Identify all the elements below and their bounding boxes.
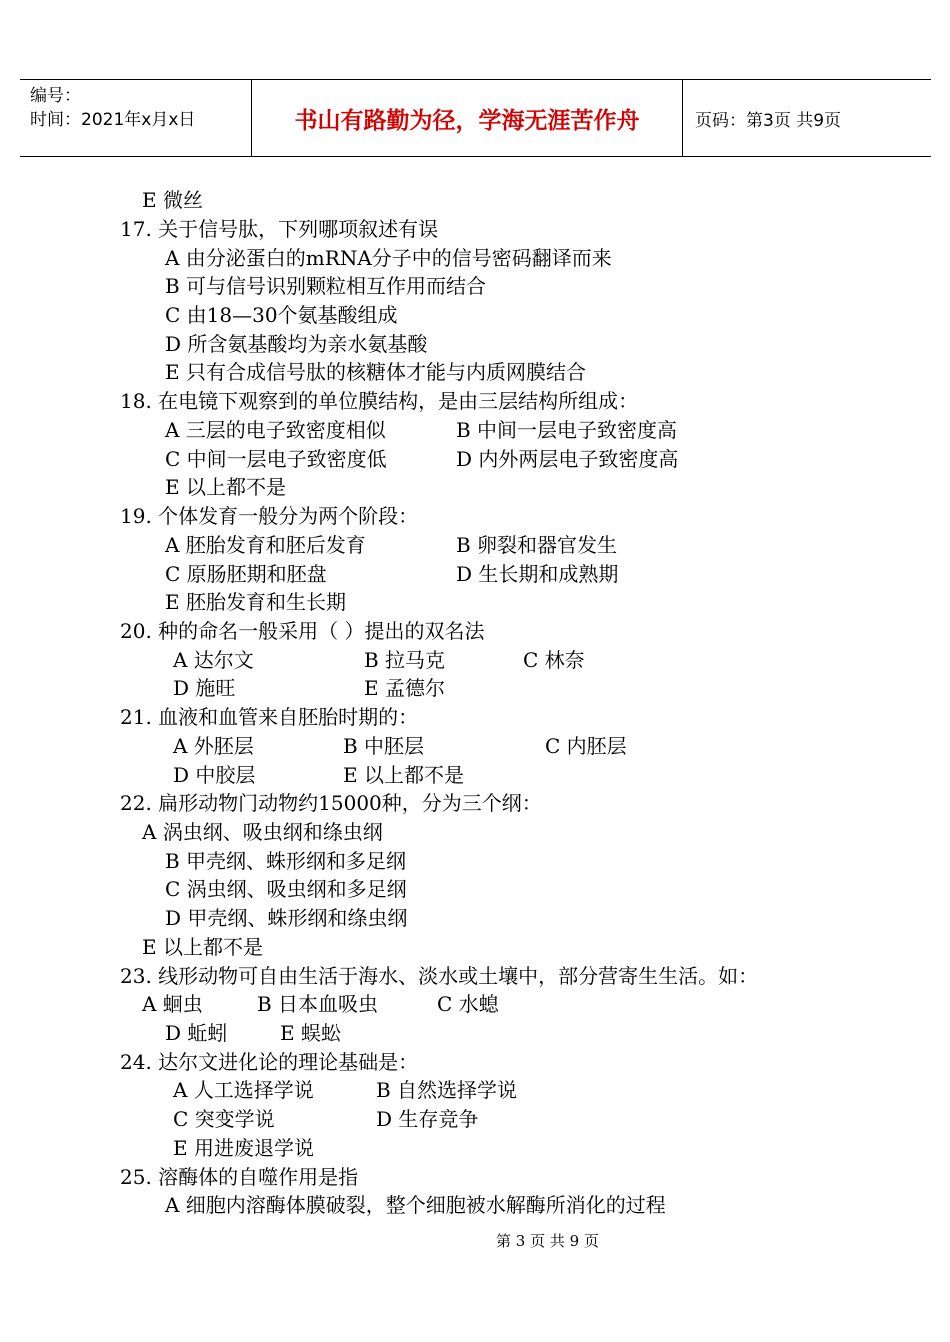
text-line: 20. 种的命名一般采用（ ）提出的双名法 xyxy=(120,619,485,643)
text-line: E 微丝 xyxy=(142,188,203,212)
motto-text: 书山有路勤为径，学海无涯苦作舟 xyxy=(294,107,640,134)
text-line: A 三层的电子致密度相似 xyxy=(165,418,386,442)
text-line: 23. 线形动物可自由生活于海水、淡水或土壤中，部分营寄生生活。如： xyxy=(120,964,759,988)
text-line: B 可与信号识别颗粒相互作用而结合 xyxy=(165,274,487,298)
text-line: A 外胚层 xyxy=(173,734,254,758)
header-right-cell xyxy=(683,80,931,156)
text-line: D 施旺 xyxy=(173,676,236,700)
page-footer: 第 3 页 共 9 页 xyxy=(496,1232,599,1250)
text-line: 24. 达尔文进化论的理论基础是： xyxy=(120,1050,419,1074)
page-code: 页码：第3页 共9页 xyxy=(695,110,842,131)
text-line: 19. 个体发育一般分为两个阶段： xyxy=(120,504,419,528)
text-line: A 由分泌蛋白的mRNA分子中的信号密码翻译而来 xyxy=(165,246,612,270)
text-line: D 蚯蚓 xyxy=(165,1021,228,1045)
text-line: A 细胞内溶酶体膜破裂，整个细胞被水解酶所消化的过程 xyxy=(165,1193,666,1217)
text-line: A 涡虫纲、吸虫纲和绦虫纲 xyxy=(142,820,383,844)
text-line: C 由18—30个氨基酸组成 xyxy=(165,303,398,327)
text-line: C 中间一层电子致密度低 xyxy=(165,447,387,471)
text-line: A 胚胎发育和胚后发育 xyxy=(165,533,366,557)
text-line: E 孟德尔 xyxy=(364,676,445,700)
text-line: A 达尔文 xyxy=(173,648,254,672)
text-line: E 蜈蚣 xyxy=(280,1021,341,1045)
text-line: 17. 关于信号肽，下列哪项叙述有误 xyxy=(120,217,439,241)
text-line: E 以上都不是 xyxy=(343,763,464,787)
text-line: 18. 在电镜下观察到的单位膜结构，是由三层结构所组成： xyxy=(120,389,639,413)
text-line: A 蛔虫 xyxy=(142,992,203,1016)
text-line: C 原肠胚期和胚盘 xyxy=(165,562,327,586)
text-line: D 内外两层电子致密度高 xyxy=(456,447,679,471)
header-motto-cell xyxy=(252,80,683,156)
time-label: 时间：2021年x月x日 xyxy=(30,110,196,130)
text-line: B 卵裂和器官发生 xyxy=(456,533,618,557)
text-line: C 水螅 xyxy=(437,992,499,1016)
header-table xyxy=(20,79,931,157)
text-line: E 只有合成信号肽的核糖体才能与内质网膜结合 xyxy=(165,360,586,384)
text-line: A 人工选择学说 xyxy=(173,1078,314,1102)
text-line: D 生长期和成熟期 xyxy=(456,562,619,586)
text-line: D 中胶层 xyxy=(173,763,256,787)
text-line: E 以上都不是 xyxy=(165,475,286,499)
text-line: C 内胚层 xyxy=(545,734,627,758)
text-line: C 林奈 xyxy=(523,648,585,672)
header-left-cell xyxy=(20,80,252,156)
text-line: B 中胚层 xyxy=(343,734,425,758)
text-line: C 突变学说 xyxy=(173,1107,275,1131)
text-line: B 甲壳纲、蛛形纲和多足纲 xyxy=(165,849,407,873)
text-line: 21. 血液和血管来自胚胎时期的： xyxy=(120,705,419,729)
text-line: B 日本血吸虫 xyxy=(257,992,379,1016)
text-line: B 中间一层电子致密度高 xyxy=(456,418,678,442)
text-line: E 以上都不是 xyxy=(142,935,263,959)
text-line: B 自然选择学说 xyxy=(376,1078,518,1102)
number-label: 编号： xyxy=(30,86,81,106)
text-line: E 胚胎发育和生长期 xyxy=(165,590,346,614)
text-line: D 所含氨基酸均为亲水氨基酸 xyxy=(165,332,428,356)
text-line: C 涡虫纲、吸虫纲和多足纲 xyxy=(165,877,407,901)
text-line: B 拉马克 xyxy=(364,648,446,672)
text-line: D 甲壳纲、蛛形纲和绦虫纲 xyxy=(165,906,408,930)
text-line: 25. 溶酶体的自噬作用是指 xyxy=(120,1165,359,1189)
text-line: E 用进废退学说 xyxy=(173,1136,314,1160)
text-line: 22. 扁形动物门动物约15000种，分为三个纲： xyxy=(120,791,542,815)
text-line: D 生存竞争 xyxy=(376,1107,479,1131)
